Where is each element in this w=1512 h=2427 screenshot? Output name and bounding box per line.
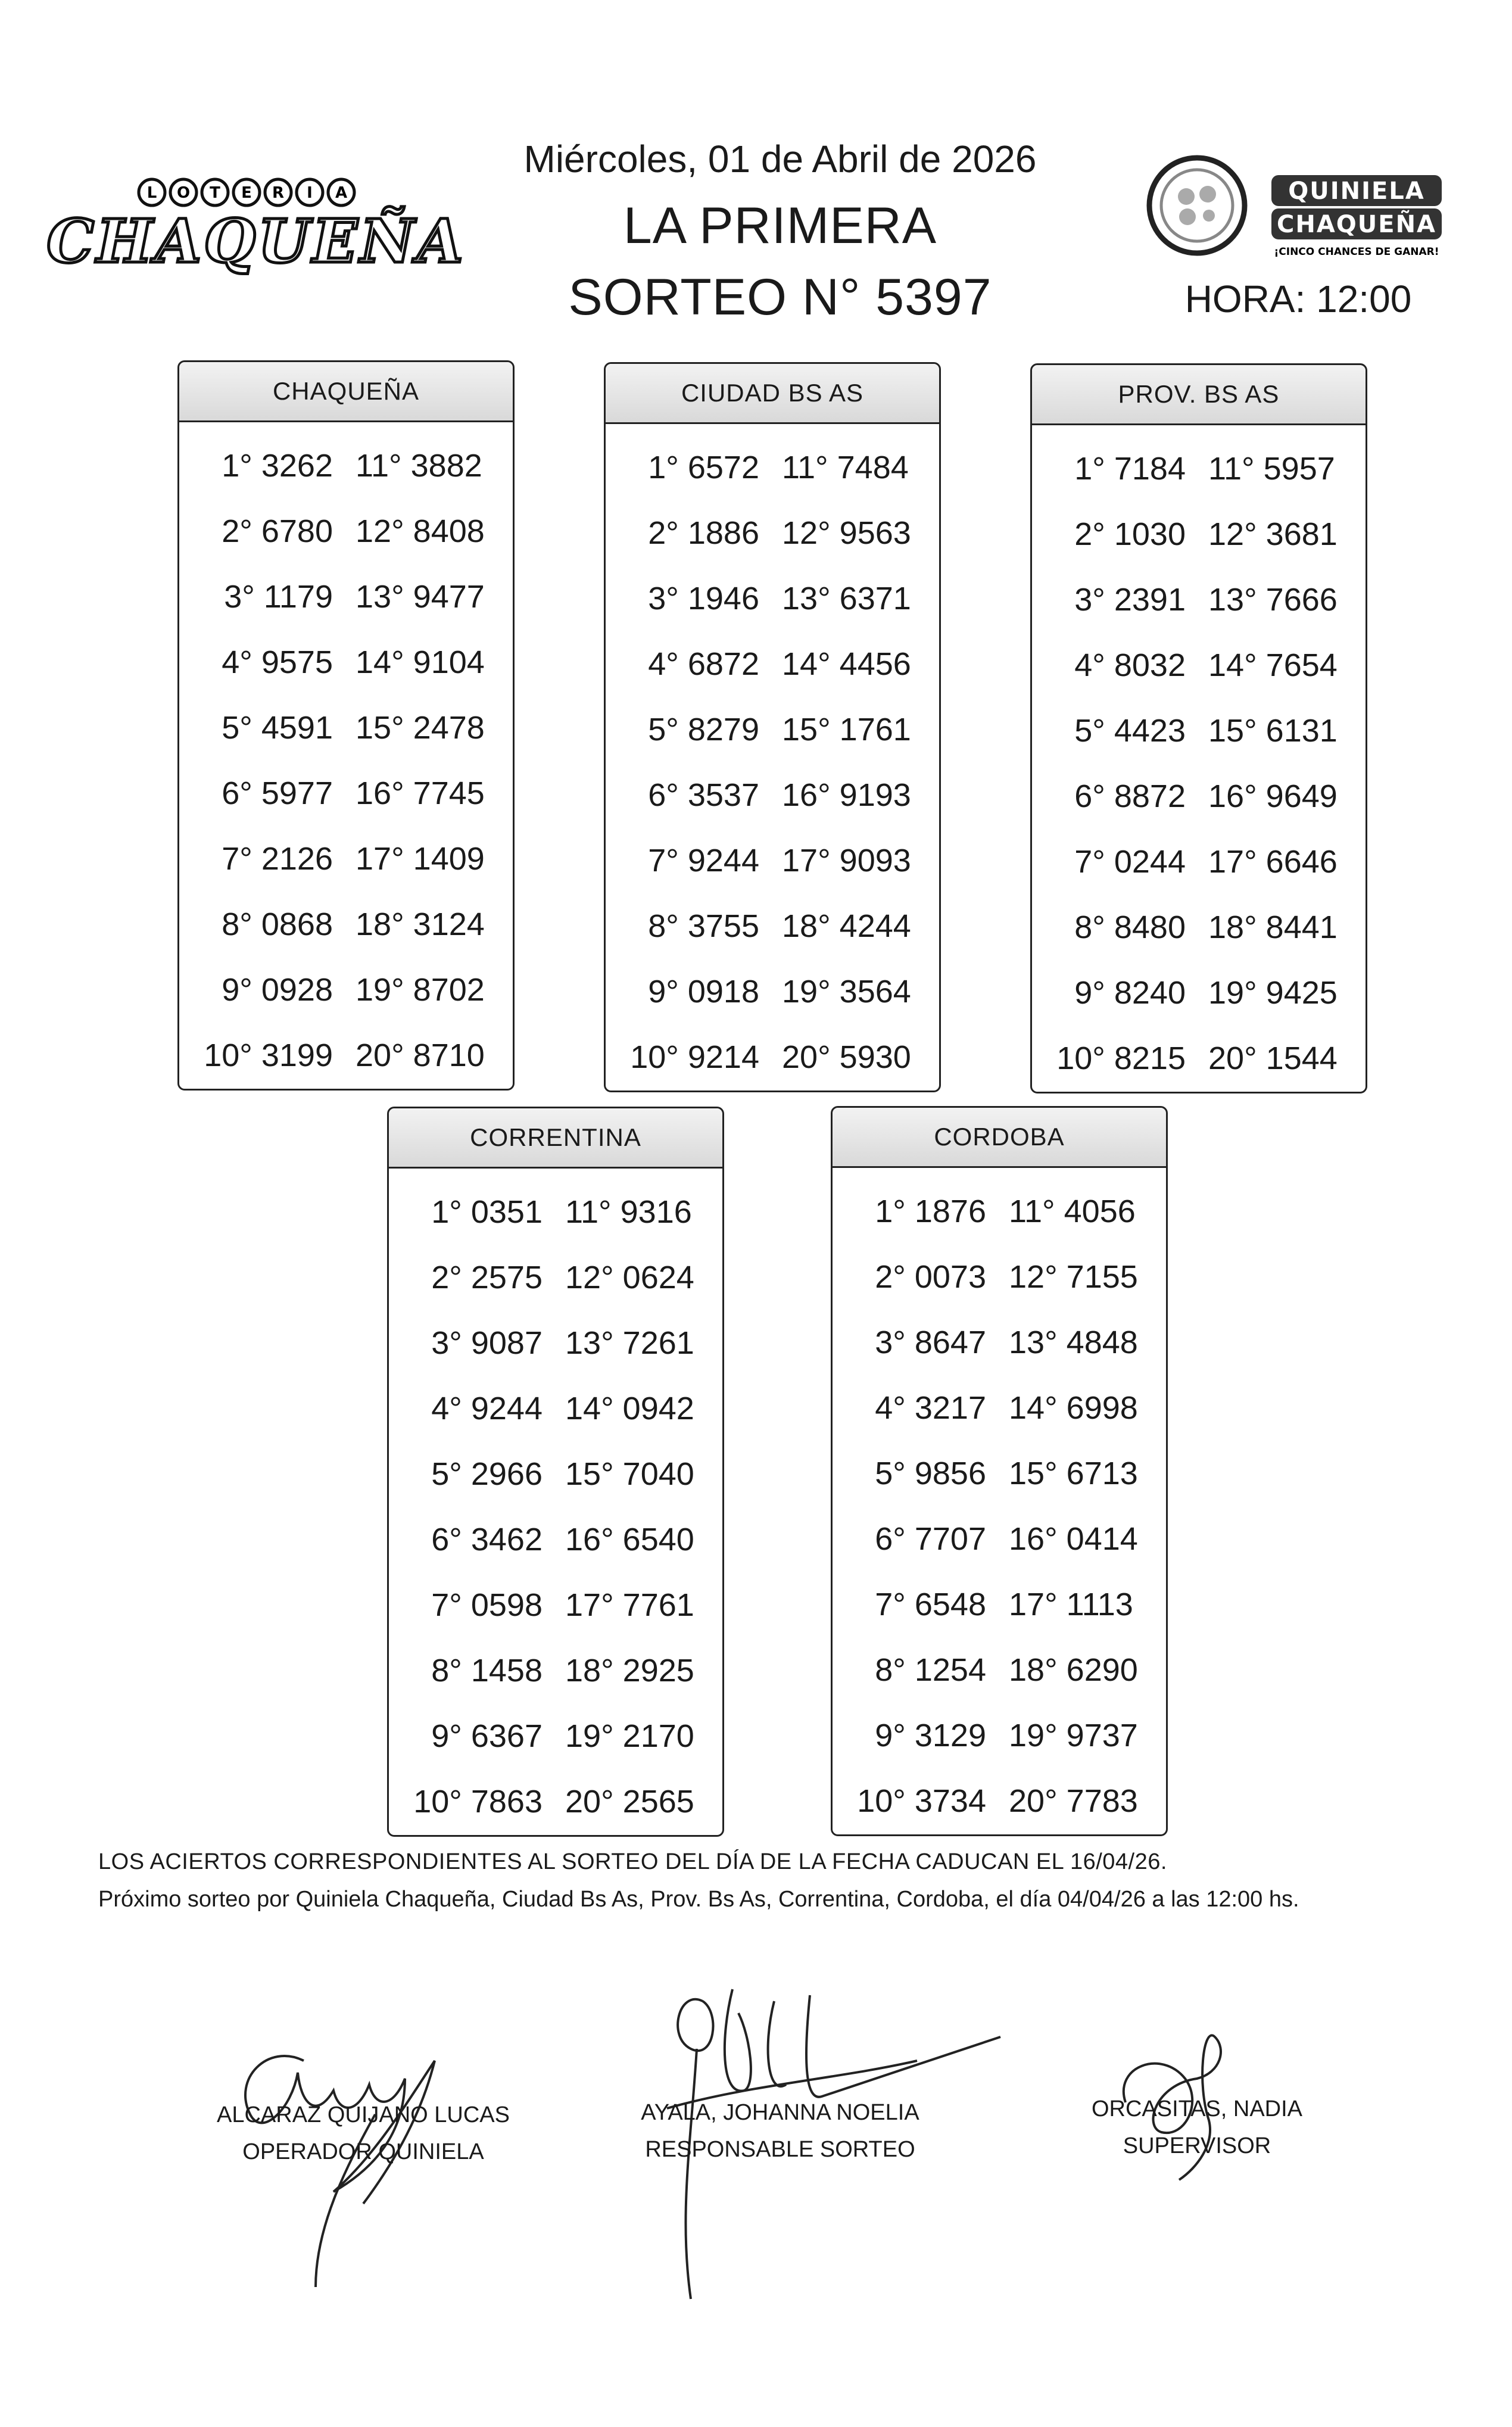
result-row xyxy=(606,697,939,762)
result-row xyxy=(389,1703,722,1769)
result-position-left: 3° 1179 xyxy=(224,579,333,615)
result-position-right: 18° 6290 xyxy=(1009,1652,1138,1688)
expiry-note: LOS ACIERTOS CORRESPONDIENTES AL SORTEO DEL DÍA DE LA FECHA CADUCAN EL 16/04/26. xyxy=(98,1849,1167,1874)
signer-name: ALCARAZ QUIJANO LUCAS xyxy=(217,2102,510,2127)
result-position-left: 7° 6548 xyxy=(875,1587,986,1622)
result-position-right: 20° 7783 xyxy=(1009,1783,1138,1819)
result-position-left: 6° 8872 xyxy=(1074,778,1186,814)
result-position-right: 16° 0414 xyxy=(1009,1521,1138,1557)
result-position-right: 17° 6646 xyxy=(1208,844,1338,880)
result-position-left: 3° 8647 xyxy=(875,1325,986,1360)
result-position-left: 8° 0868 xyxy=(222,906,333,942)
result-position-left: 10° 8215 xyxy=(1056,1040,1186,1076)
result-row xyxy=(1032,960,1366,1026)
result-position-left: 6° 3462 xyxy=(431,1522,543,1557)
result-row xyxy=(1032,1026,1366,1091)
result-row xyxy=(389,1441,722,1507)
result-position-left: 9° 0918 xyxy=(648,974,759,1010)
result-position-right: 15° 6131 xyxy=(1208,713,1338,749)
result-row xyxy=(833,1572,1166,1637)
result-position-right: 11° 4056 xyxy=(1009,1194,1136,1229)
result-row xyxy=(606,762,939,828)
result-position-right: 13° 7666 xyxy=(1208,582,1338,618)
result-position-right: 11° 3882 xyxy=(356,448,482,484)
result-row xyxy=(1032,698,1366,764)
result-position-left: 6° 7707 xyxy=(875,1521,986,1557)
result-position-left: 3° 2391 xyxy=(1074,582,1186,618)
result-position-left: 8° 1458 xyxy=(431,1653,543,1688)
result-row xyxy=(179,564,513,630)
result-position-left: 9° 3129 xyxy=(875,1718,986,1753)
result-row xyxy=(833,1375,1166,1441)
result-row xyxy=(179,433,513,499)
result-row xyxy=(389,1376,722,1441)
svg-text:O: O xyxy=(176,184,191,202)
draw-date: Miércoles, 01 de Abril de 2026 xyxy=(523,138,1037,180)
result-position-right: 13° 6371 xyxy=(782,581,911,616)
results-box-correntina xyxy=(387,1107,724,1837)
result-row xyxy=(606,828,939,893)
result-position-right: 20° 1544 xyxy=(1208,1040,1338,1076)
result-position-right: 20° 8710 xyxy=(356,1038,485,1073)
results-box-prov-bs-as xyxy=(1030,363,1367,1093)
result-position-right: 16° 9649 xyxy=(1208,778,1338,814)
result-position-left: 6° 3537 xyxy=(648,777,759,813)
result-position-left: 7° 2126 xyxy=(222,841,333,877)
result-position-right: 16° 7745 xyxy=(356,775,485,811)
svg-text:E: E xyxy=(241,184,252,202)
svg-text:R: R xyxy=(272,184,285,202)
result-position-left: 8° 8480 xyxy=(1074,909,1186,945)
result-position-left: 1° 0351 xyxy=(431,1194,543,1230)
result-position-right: 18° 3124 xyxy=(356,906,485,942)
result-row xyxy=(179,957,513,1023)
signer-role: SUPERVISOR xyxy=(1123,2133,1271,2158)
result-position-right: 20° 2565 xyxy=(565,1784,694,1820)
box-title: CIUDAD BS AS xyxy=(606,364,939,424)
result-position-left: 3° 1946 xyxy=(648,581,759,616)
result-row xyxy=(179,892,513,957)
result-position-right: 17° 7761 xyxy=(565,1587,694,1623)
result-row xyxy=(1032,829,1366,895)
result-position-right: 20° 5930 xyxy=(782,1039,911,1075)
result-position-right: 15° 6713 xyxy=(1009,1456,1138,1491)
svg-text:CHAQUEÑA: CHAQUEÑA xyxy=(1276,211,1437,238)
result-row xyxy=(606,1024,939,1090)
draw-number: SORTEO N° 5397 xyxy=(568,269,992,326)
result-position-right: 12° 9563 xyxy=(782,515,911,551)
loteria-chaquena-logo xyxy=(46,173,466,276)
result-position-right: 13° 7261 xyxy=(565,1325,694,1361)
result-row xyxy=(606,500,939,566)
result-position-right: 13° 9477 xyxy=(356,579,485,615)
result-row xyxy=(179,1023,513,1088)
result-position-left: 2° 2575 xyxy=(431,1260,543,1295)
result-row xyxy=(606,631,939,697)
result-position-right: 11° 9316 xyxy=(565,1194,692,1230)
result-position-right: 19° 2170 xyxy=(565,1718,694,1754)
result-row xyxy=(833,1179,1166,1244)
result-position-left: 9° 8240 xyxy=(1074,975,1186,1011)
result-position-left: 5° 9856 xyxy=(875,1456,986,1491)
box-title: CORDOBA xyxy=(833,1108,1166,1168)
result-row xyxy=(833,1244,1166,1310)
result-position-left: 4° 9244 xyxy=(431,1391,543,1426)
result-position-left: 5° 8279 xyxy=(648,712,759,747)
result-position-left: 10° 9214 xyxy=(630,1039,759,1075)
result-position-left: 4° 6872 xyxy=(648,646,759,682)
result-row xyxy=(1032,501,1366,567)
result-row xyxy=(833,1768,1166,1834)
result-row xyxy=(389,1179,722,1245)
signer-name: ORCASITAS, NADIA xyxy=(1091,2096,1303,2121)
result-row xyxy=(1032,764,1366,829)
result-position-right: 12° 0624 xyxy=(565,1260,694,1295)
result-position-right: 12° 8408 xyxy=(356,513,485,549)
results-box-chaquena xyxy=(177,360,515,1091)
signer-role: OPERADOR QUINIELA xyxy=(242,2139,484,2164)
result-position-right: 17° 9093 xyxy=(782,843,911,878)
result-position-right: 18° 4244 xyxy=(782,908,911,944)
result-row xyxy=(833,1703,1166,1768)
result-position-right: 19° 9425 xyxy=(1208,975,1338,1011)
result-row xyxy=(389,1572,722,1638)
result-position-right: 19° 3564 xyxy=(782,974,911,1010)
result-position-left: 2° 1886 xyxy=(648,515,759,551)
result-position-left: 10° 3734 xyxy=(857,1783,986,1819)
result-row xyxy=(389,1769,722,1834)
result-position-right: 16° 6540 xyxy=(565,1522,694,1557)
result-row xyxy=(1032,567,1366,633)
results-box-ciudad-bs-as xyxy=(604,362,941,1092)
result-position-left: 10° 7863 xyxy=(413,1784,543,1820)
result-position-right: 17° 1409 xyxy=(356,841,485,877)
result-row xyxy=(833,1441,1166,1506)
result-position-left: 7° 0598 xyxy=(431,1587,543,1623)
box-title: CORRENTINA xyxy=(389,1108,722,1169)
result-position-right: 15° 1761 xyxy=(782,712,911,747)
result-position-right: 17° 1113 xyxy=(1009,1587,1133,1622)
result-position-left: 5° 4423 xyxy=(1074,713,1186,749)
result-position-left: 2° 6780 xyxy=(222,513,333,549)
svg-text:A: A xyxy=(335,184,348,202)
result-position-left: 1° 3262 xyxy=(222,448,333,484)
result-position-right: 11° 5957 xyxy=(1208,451,1335,487)
signature-block-supervisor xyxy=(1042,2090,1352,2164)
result-row xyxy=(606,566,939,631)
result-position-right: 12° 3681 xyxy=(1208,516,1338,552)
result-position-right: 14° 7654 xyxy=(1208,647,1338,683)
next-draw-note: Próximo sorteo por Quiniela Chaqueña, Ciudad Bs As, Prov. Bs As, Correntina, Cordoba, el día 04/04/26 a las 12:00 hs. xyxy=(98,1887,1299,1912)
signature-block-operator xyxy=(197,2096,530,2170)
result-position-right: 15° 7040 xyxy=(565,1456,694,1492)
result-row xyxy=(606,435,939,500)
signer-name: AYALA, JOHANNA NOELIA xyxy=(641,2100,919,2125)
svg-text:QUINIELA: QUINIELA xyxy=(1288,177,1425,205)
result-row xyxy=(1032,436,1366,501)
result-position-left: 5° 2966 xyxy=(431,1456,543,1492)
result-position-left: 10° 3199 xyxy=(204,1038,333,1073)
result-row xyxy=(606,893,939,959)
result-row xyxy=(833,1637,1166,1703)
quiniela-chaquena-logo xyxy=(1137,149,1447,262)
result-position-right: 19° 8702 xyxy=(356,972,485,1008)
result-position-left: 5° 4591 xyxy=(222,710,333,746)
result-position-left: 1° 6572 xyxy=(648,450,759,485)
result-row xyxy=(1032,633,1366,698)
result-position-left: 8° 3755 xyxy=(648,908,759,944)
box-title: PROV. BS AS xyxy=(1032,365,1366,425)
result-position-right: 11° 7484 xyxy=(782,450,909,485)
results-box-cordoba xyxy=(831,1106,1168,1836)
result-position-right: 12° 7155 xyxy=(1009,1259,1138,1295)
result-position-left: 1° 1876 xyxy=(875,1194,986,1229)
result-position-right: 14° 4456 xyxy=(782,646,911,682)
svg-text:¡CINCO CHANCES DE GANAR!: ¡CINCO CHANCES DE GANAR! xyxy=(1274,246,1439,258)
svg-text:CHAQUEÑA: CHAQUEÑA xyxy=(46,206,466,276)
result-row xyxy=(179,695,513,761)
result-position-left: 3° 9087 xyxy=(431,1325,543,1361)
result-row xyxy=(833,1310,1166,1375)
result-position-left: 2° 1030 xyxy=(1074,516,1186,552)
result-position-left: 7° 0244 xyxy=(1074,844,1186,880)
svg-text:T: T xyxy=(210,184,220,202)
result-position-left: 6° 5977 xyxy=(222,775,333,811)
result-row xyxy=(389,1310,722,1376)
result-position-left: 9° 6367 xyxy=(431,1718,543,1754)
result-position-left: 7° 9244 xyxy=(648,843,759,878)
result-row xyxy=(179,630,513,695)
draw-time: HORA: 12:00 xyxy=(1184,278,1412,320)
svg-text:L: L xyxy=(146,184,157,202)
result-position-right: 18° 2925 xyxy=(565,1653,694,1688)
result-position-left: 8° 1254 xyxy=(875,1652,986,1688)
result-row xyxy=(179,826,513,892)
result-row xyxy=(1032,895,1366,960)
result-position-right: 19° 9737 xyxy=(1009,1718,1138,1753)
signature-block-responsible xyxy=(613,2094,947,2168)
result-row xyxy=(179,761,513,826)
result-row xyxy=(606,959,939,1024)
result-row xyxy=(389,1245,722,1310)
result-position-left: 4° 9575 xyxy=(222,644,333,680)
result-position-left: 9° 0928 xyxy=(222,972,333,1008)
result-position-right: 14° 6998 xyxy=(1009,1390,1138,1426)
result-position-right: 13° 4848 xyxy=(1009,1325,1138,1360)
result-position-right: 18° 8441 xyxy=(1208,909,1338,945)
svg-text:I: I xyxy=(307,184,313,202)
result-position-left: 4° 3217 xyxy=(875,1390,986,1426)
result-row xyxy=(389,1507,722,1572)
result-position-right: 14° 0942 xyxy=(565,1391,694,1426)
result-position-left: 2° 0073 xyxy=(875,1259,986,1295)
result-position-left: 1° 7184 xyxy=(1074,451,1186,487)
result-row xyxy=(389,1638,722,1703)
draw-title: LA PRIMERA xyxy=(623,197,937,254)
result-row xyxy=(179,499,513,564)
signer-role: RESPONSABLE SORTEO xyxy=(645,2137,915,2162)
box-title: CHAQUEÑA xyxy=(179,362,513,422)
result-position-right: 16° 9193 xyxy=(782,777,911,813)
result-position-right: 15° 2478 xyxy=(356,710,485,746)
result-position-left: 4° 8032 xyxy=(1074,647,1186,683)
result-position-right: 14° 9104 xyxy=(356,644,485,680)
result-row xyxy=(833,1506,1166,1572)
